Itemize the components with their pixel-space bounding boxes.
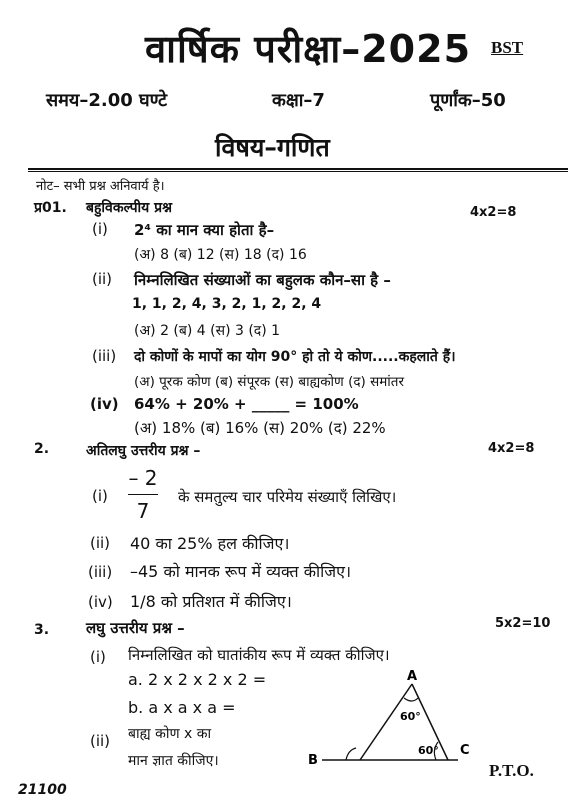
q1-item-num: (iii)	[92, 347, 117, 365]
q3-part: a. 2 x 2 x 2 x 2 =	[128, 670, 267, 689]
triangle-figure	[300, 668, 480, 768]
q1-item-options: (अ) 8 (ब) 12 (स) 18 (द) 16	[134, 247, 307, 263]
vertex-c-label: C	[460, 743, 470, 758]
q1-item-data: 1, 1, 2, 4, 3, 2, 1, 2, 2, 4	[132, 296, 322, 312]
vertex-b-label: B	[308, 753, 318, 768]
angle-arc-a	[404, 698, 418, 701]
q2-item-num: (ii)	[90, 534, 111, 552]
q3-item-question-line2: मान ज्ञात कीजिए।	[128, 753, 219, 769]
subject-label: विषय–गणित	[215, 133, 330, 162]
vertex-a-label: A	[407, 669, 418, 684]
header-divider-thin	[28, 171, 568, 172]
q1-item-options: (अ) 18% (ब) 16% (स) 20% (द) 22%	[134, 419, 386, 437]
time-label: समय–2.00 घण्टे	[46, 90, 168, 111]
paper-code: 21100	[18, 782, 67, 798]
q3-title: लघु उत्तरीय प्रश्न –	[86, 619, 185, 637]
q1-item-options: (अ) पूरक कोण (ब) संपूरक (स) बाह्यकोण (द) समांतर	[134, 374, 405, 390]
q1-item-options: (अ) 2 (ब) 4 (स) 3 (द) 1	[134, 323, 281, 339]
code-tag: BST	[491, 38, 524, 57]
q3-item-question-line1: बाह्य कोण x का	[128, 726, 212, 742]
exam-title: वार्षिक परीक्षा–2025	[145, 27, 472, 71]
q3-part: b. a x a x a =	[128, 698, 236, 717]
q1-item-num: (iv)	[90, 395, 119, 413]
q1-label: प्र01.	[34, 200, 67, 216]
q2-item-question: –45 को मानक रूप में व्यक्त कीजिए।	[130, 562, 352, 581]
pto-label: P.T.O.	[489, 761, 534, 780]
q1-item-num: (ii)	[92, 270, 113, 288]
q2-item-question: के समतुल्य चार परिमेय संख्याएँ लिखिए।	[178, 488, 397, 506]
q3-item-num: (i)	[90, 648, 106, 666]
q2-item-num: (iii)	[88, 563, 113, 581]
q1-marks: 4x2=8	[470, 205, 517, 220]
q2-title: अतिलघु उत्तरीय प्रश्न –	[86, 443, 201, 459]
q1-item-question: 2⁴ का मान क्या होता है–	[134, 221, 275, 239]
q2-item-question: 40 का 25% हल कीजिए।	[130, 534, 290, 553]
q3-item-question: निम्नलिखित को घातांकीय रूप में व्यक्त कीजिए।	[128, 646, 390, 664]
exterior-angle-arc	[346, 748, 356, 760]
q1-item-question: निम्नलिखित संख्याओं का बहुलक कौन–सा है –	[134, 271, 391, 289]
fraction-denominator: 7	[136, 499, 150, 523]
q2-item-question: 1/8 को प्रतिशत में कीजिए।	[130, 592, 292, 611]
q1-item-question: 64% + 20% + _____ = 100%	[134, 395, 359, 413]
q1-item-question: दो कोणों के मापों का योग 90° हो तो ये कोण.....कहलाते हैं।	[134, 349, 456, 365]
q3-item-num: (ii)	[90, 732, 111, 750]
q1-title: बहुविकल्पीय प्रश्न	[86, 200, 173, 216]
class-label: कक्षा–7	[272, 90, 325, 111]
fraction	[128, 466, 158, 523]
angle-a-value: 60°	[400, 710, 421, 723]
q3-label: 3.	[34, 622, 50, 638]
header-divider	[28, 168, 568, 170]
fraction-numerator: – 2	[128, 466, 158, 490]
q1-item-num: (i)	[92, 220, 108, 238]
angle-c-value: 60°	[418, 744, 439, 757]
q2-marks: 4x2=8	[488, 441, 535, 456]
max-marks-label: पूर्णांक–50	[430, 90, 506, 111]
q2-item-num: (i)	[92, 487, 108, 505]
q2-item-num: (iv)	[88, 593, 113, 611]
q2-label: 2.	[34, 441, 50, 457]
fraction-bar	[128, 494, 158, 495]
note-text: नोट– सभी प्रश्न अनिवार्य है।	[36, 179, 165, 194]
q3-marks: 5x2=10	[495, 616, 551, 631]
